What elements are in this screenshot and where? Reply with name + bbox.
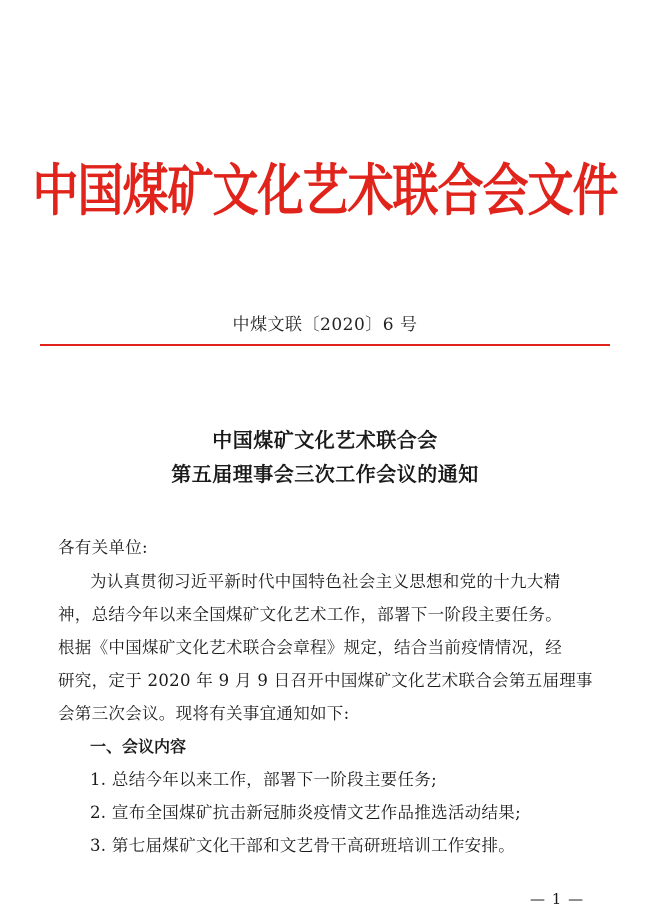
notice-title-line-2: 第五届理事会三次工作会议的通知 xyxy=(171,462,479,486)
masthead-title: 中国煤矿文化艺术联合会文件 xyxy=(32,157,618,224)
paragraph-line: 神，总结今年以来全国煤矿文化艺术工作，部署下一阶段主要任务。 xyxy=(58,605,562,624)
notice-title-line-1: 中国煤矿文化艺术联合会 xyxy=(212,428,438,452)
section-heading-meeting-content: 一、会议内容 xyxy=(90,737,187,756)
page-number: — 1 — xyxy=(530,890,585,908)
paragraph-line: 会第三次会议。现将有关事宜通知如下: xyxy=(58,704,350,723)
salutation: 各有关单位: xyxy=(58,538,148,557)
paragraph-line: 根据《中国煤矿文化艺术联合会章程》规定，结合当前疫情情况，经 xyxy=(58,638,562,657)
list-item: 3. 第七届煤矿文化干部和文艺骨干高研班培训工作安排。 xyxy=(90,836,516,855)
paragraph-line: 为认真贯彻习近平新时代中国特色社会主义思想和党的十九大精 xyxy=(90,572,561,591)
red-divider-line xyxy=(40,344,610,346)
list-item: 1. 总结今年以来工作，部署下一阶段主要任务; xyxy=(90,770,437,789)
document-number: 中煤文联〔2020〕6 号 xyxy=(232,315,418,335)
list-item: 2. 宣布全国煤矿抗击新冠肺炎疫情文艺作品推选活动结果; xyxy=(90,803,521,822)
paragraph-line: 研究，定于 2020 年 9 月 9 日召开中国煤矿文化艺术联合会第五届理事 xyxy=(58,671,593,690)
